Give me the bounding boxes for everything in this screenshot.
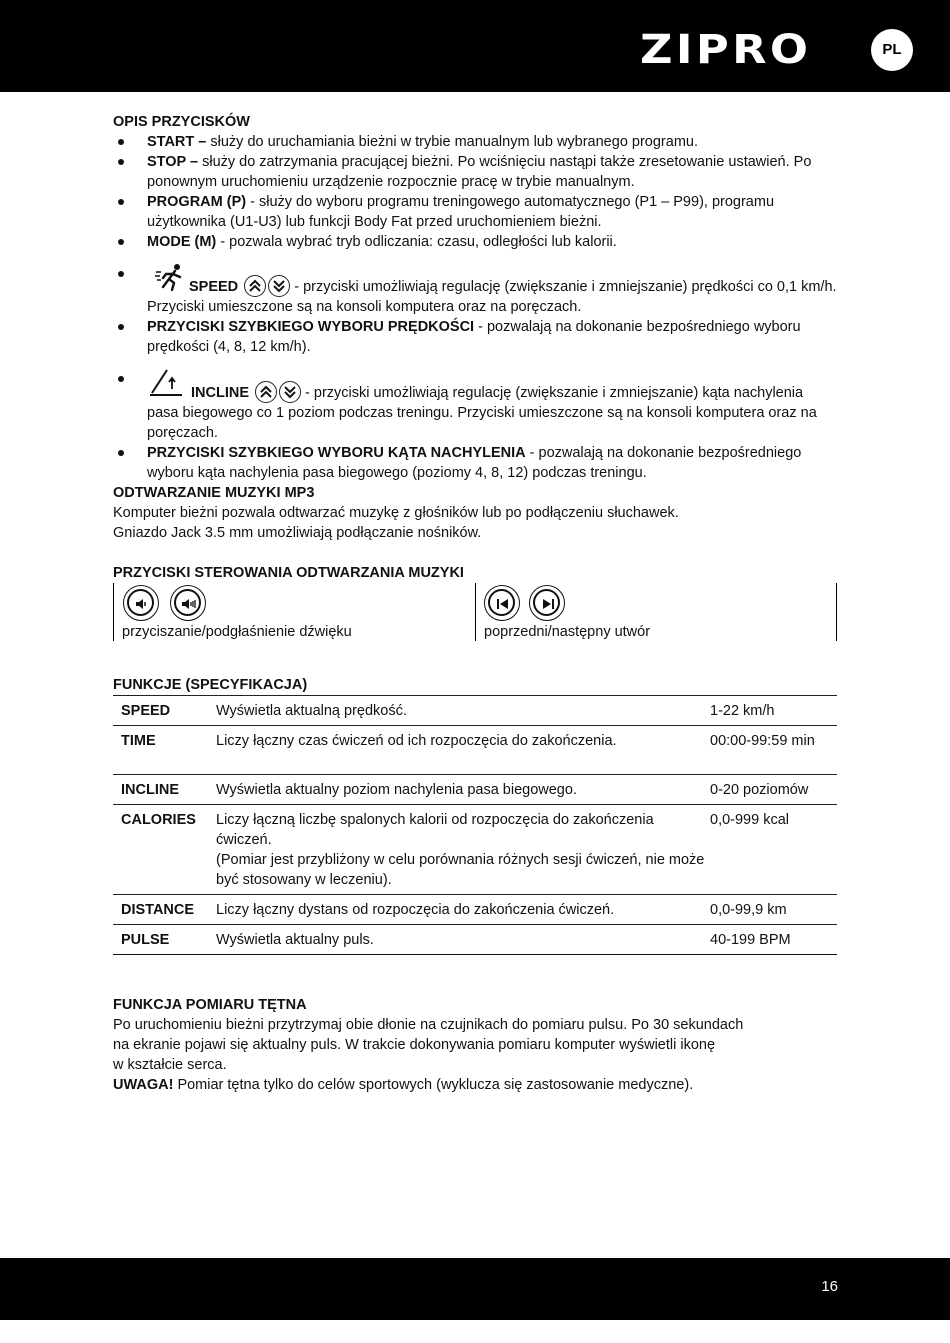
page-content	[113, 112, 837, 1095]
function-name: SPEED	[113, 696, 216, 726]
item-label: PRZYCISKI SZYBKIEGO WYBORU KĄTA NACHYLENIA	[147, 445, 526, 461]
item-text: - służy do wyboru programu treningowego automatycznego (P1 – P99), programu użytkownika (U1-U3) lub funkcji Body Fat przed uruchomieniem bieżni.	[147, 194, 775, 230]
function-range: 40-199 BPM	[710, 925, 837, 955]
language-badge: PL	[871, 29, 913, 71]
item-text: - przyciski umożliwiają regulację (zwiększanie i zmniejszanie) kąta nachylenia pasa biegowego co 1 poziom podczas treningu. Przyciski umieszczone są na konsoli komputera oraz na poręczach.	[147, 385, 817, 441]
pulse-text-line: w kształcie serca.	[113, 1057, 227, 1073]
list-item	[113, 317, 837, 357]
pulse-warning	[113, 1075, 837, 1095]
function-range: 0,0-99,9 km	[710, 895, 837, 925]
function-description	[216, 805, 710, 895]
track-label: poprzedni/następny utwór	[484, 624, 651, 640]
function-name: PULSE	[113, 925, 216, 955]
volume-label: przyciszanie/podgłaśnienie dźwięku	[122, 624, 352, 640]
function-name: INCLINE	[113, 775, 216, 805]
function-description: Liczy łączny dystans od rozpoczęcia do zakończenia ćwiczeń.	[216, 895, 710, 925]
item-label: INCLINE	[191, 385, 249, 401]
warning-label: UWAGA!	[113, 1077, 174, 1093]
function-description-text: Liczy łączną liczbę spalonych kalorii od rozpoczęcia do zakończenia ćwiczeń.	[216, 812, 654, 848]
incline-up-icon	[255, 381, 277, 403]
incline-icon	[149, 367, 183, 403]
item-label: PRZYCISKI SZYBKIEGO WYBORU PRĘDKOŚCI	[147, 319, 475, 335]
table-row	[113, 925, 837, 955]
functions-title: FUNKCJE (SPECYFIKACJA)	[113, 677, 308, 693]
item-text: - przyciski umożliwiają regulację (zwiększanie i zmniejszanie) prędkości co 0,1 km/h. Przyciski umieszczone są na konsoli komputera oraz na poręczach.	[147, 279, 837, 315]
previous-track-icon	[484, 585, 520, 621]
function-name: DISTANCE	[113, 895, 216, 925]
table-row	[113, 775, 837, 805]
function-name: TIME	[113, 726, 216, 775]
item-text: służy do zatrzymania pracującej bieżni. Po wciśnięciu nastąpi także zresetowanie ustawień. Po ponownym uruchomieniu urządzenie rozpocznie pracę w trybie manualnym.	[147, 154, 812, 190]
incline-down-icon	[279, 381, 301, 403]
page-number: 16	[821, 1278, 838, 1295]
function-description: Liczy łączny czas ćwiczeń od ich rozpoczęcia do zakończenia.	[216, 726, 710, 775]
item-label: START –	[147, 134, 207, 150]
pulse-section-title: FUNKCJA POMIARU TĘTNA	[113, 997, 307, 1013]
list-item	[113, 443, 837, 483]
mp3-section-title: ODTWARZANIE MUZYKI MP3	[113, 485, 315, 501]
list-item	[113, 192, 837, 232]
music-controls-title: PRZYCISKI STEROWANIA ODTWARZANIA MUZYKI	[113, 565, 464, 581]
list-item	[113, 152, 837, 192]
running-person-icon	[155, 263, 185, 297]
footer-bar	[0, 1258, 950, 1320]
function-description: Wyświetla aktualny poziom nachylenia pasa biegowego.	[216, 775, 710, 805]
speed-down-icon	[268, 275, 290, 297]
item-label: STOP –	[147, 154, 199, 170]
warning-text: Pomiar tętna tylko do celów sportowych (wyklucza się zastosowanie medyczne).	[173, 1077, 694, 1093]
list-item	[113, 232, 837, 252]
item-label: SPEED	[189, 279, 239, 295]
buttons-section-title: OPIS PRZYCISKÓW	[113, 114, 250, 130]
list-item	[113, 132, 837, 152]
function-name: CALORIES	[113, 805, 216, 895]
table-row	[113, 696, 837, 726]
divider	[836, 583, 837, 641]
divider	[113, 583, 114, 641]
item-text: - pozwalają na dokonanie bezpośredniego wyboru kąta nachylenia pasa biegowego (poziomy 4, 8, 12) podczas treningu.	[147, 445, 802, 481]
item-text: służy do uruchamiania bieżni w trybie manualnym lub wybranego programu.	[206, 134, 698, 150]
mp3-text-line: Komputer bieżni pozwala odtwarzać muzykę z głośników lub po podłączeniu słuchawek.	[113, 505, 679, 521]
zipro-logo: ZIPRO	[640, 27, 812, 73]
pulse-text-line: Po uruchomieniu bieżni przytrzymaj obie dłonie na czujnikach do pomiaru pulsu. Po 30 sekundach	[113, 1017, 744, 1033]
next-track-icon	[529, 585, 565, 621]
volume-down-icon	[123, 585, 159, 621]
function-range: 0,0-999 kcal	[710, 805, 837, 895]
volume-up-icon	[170, 585, 206, 621]
function-description: Wyświetla aktualny puls.	[216, 925, 710, 955]
table-row	[113, 805, 837, 895]
item-text: - pozwalają na dokonanie bezpośredniego wyboru prędkości (4, 8, 12 km/h).	[147, 319, 801, 355]
function-description: Wyświetla aktualną prędkość.	[216, 696, 710, 726]
function-range: 00:00-99:59 min	[710, 726, 837, 775]
divider	[475, 583, 476, 641]
function-range: 1-22 km/h	[710, 696, 837, 726]
list-item	[113, 357, 837, 443]
buttons-list	[113, 132, 837, 483]
item-label: MODE (M)	[147, 234, 217, 250]
item-label: PROGRAM (P)	[147, 194, 247, 210]
speed-up-icon	[244, 275, 266, 297]
function-range: 0-20 poziomów	[710, 775, 837, 805]
table-row	[113, 895, 837, 925]
music-controls-panel	[113, 583, 837, 645]
function-description-note: (Pomiar jest przybliżony w celu porównania różnych sesji ćwiczeń, nie może być stosowany w leczeniu).	[216, 852, 705, 888]
mp3-text-line: Gniazdo Jack 3.5 mm umożliwiają podłączanie nośników.	[113, 525, 482, 541]
table-row	[113, 726, 837, 775]
pulse-text-line: na ekranie pojawi się aktualny puls. W trakcie dokonywania pomiaru komputer wyświetli ikonę	[113, 1037, 716, 1053]
item-text: - pozwala wybrać tryb odliczania: czasu, odległości lub kalorii.	[216, 234, 617, 250]
header-bar	[0, 0, 950, 92]
list-item	[113, 252, 837, 317]
functions-table	[113, 695, 837, 955]
